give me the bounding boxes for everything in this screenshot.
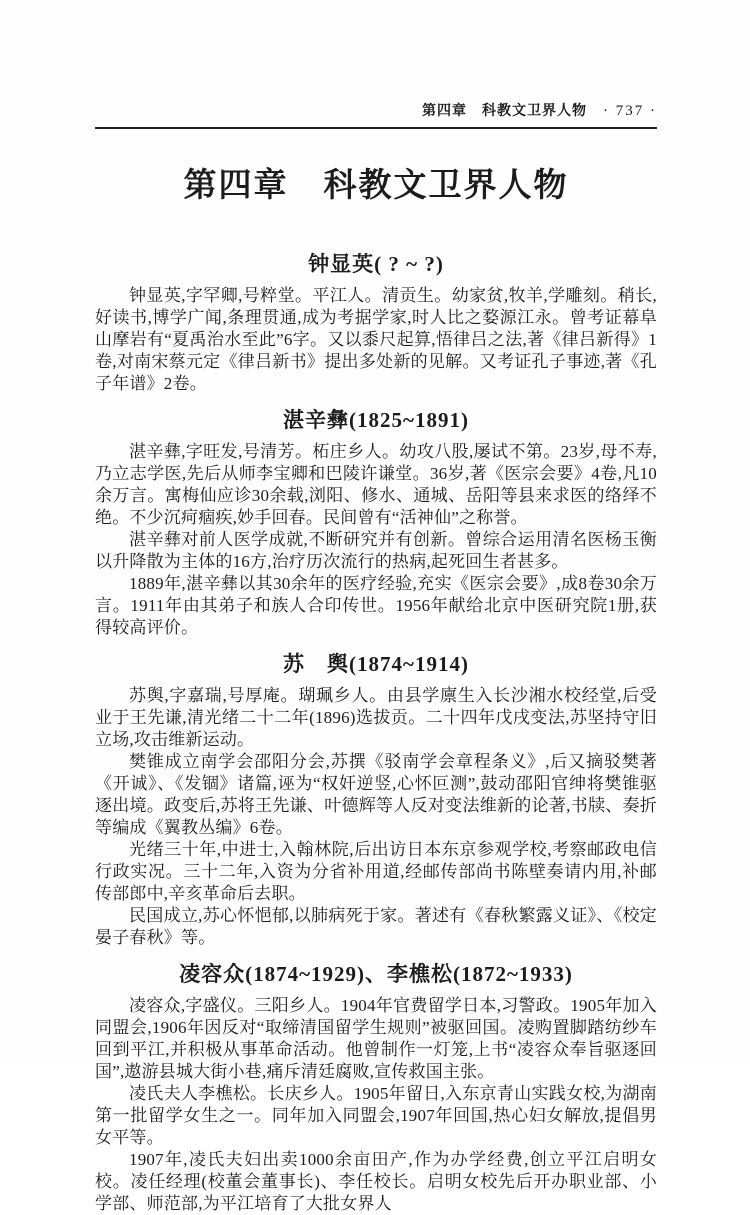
section-heading: 凌容众(1874~1929)、李樵松(1872~1933) — [179, 962, 573, 986]
body-paragraph: 凌氏夫人李樵松。长庆乡人。1905年留日,入东京青山实践女校,为湖南第一批留学女生之一。同年加入同盟会,1907年回国,热心妇女解放,提倡男女平等。 — [95, 1084, 657, 1147]
body-paragraph: 苏舆,字嘉瑞,号厚庵。瑚珮乡人。由县学廪生入长沙湘水校经堂,后受业于王先谦,清光绪二十二年(1896)选拔贡。二十四年戊戌变法,苏坚持守旧立场,攻击维新运动。 — [95, 686, 657, 749]
body-paragraph: 1889年,湛辛彝以其30余年的医疗经验,充实《医宗会要》,成8卷30余万言。1911年由其弟子和族人合印传世。1956年献给北京中医研究院1册,获得较高评价。 — [95, 574, 657, 637]
chapter-body — [95, 251, 657, 1215]
running-header — [95, 100, 657, 129]
body-paragraph: 钟显英,字罕卿,号粹堂。平江人。清贡生。幼家贫,牧羊,学雕刻。稍长,好读书,博学广闻,条理贯通,成为考据学家,时人比之婺源江永。曾考证幕阜山摩岩有“夏禹治水至此”6字。又以黍尺起算,悟律吕之法,著《律吕新得》1卷,对南宋蔡元定《律吕新书》提出多处新的见解。又考证孔子事迹,著《孔子年谱》2卷。 — [95, 286, 657, 393]
body-paragraph: 光绪三十年,中进士,入翰林院,后出访日本东京参观学校,考察邮政电信行政实况。三十二年,入资为分省补用道,经邮传部尚书陈壁奏请内用,补邮传部郎中,辛亥革命后去职。 — [95, 840, 657, 903]
chapter-title: 第四章 科教文卫界人物 — [183, 168, 569, 204]
section-heading: 湛辛彝(1825~1891) — [283, 408, 469, 432]
body-paragraph: 1907年,凌氏夫妇出卖1000余亩田产,作为办学经费,创立平江启明女校。凌任经理(校董会董事长)、李任校长。启明女校先后开办职业部、小学部、师范部,为平江培育了大批女界人 — [95, 1150, 657, 1213]
body-paragraph: 民国成立,苏心怀悒郁,以肺病死于家。著述有《春秋繁露义证》、《校定晏子春秋》等。 — [95, 906, 657, 947]
page-number: · 737 · — [603, 103, 657, 119]
section-heading: 苏 舆(1874~1914) — [283, 652, 469, 676]
body-paragraph: 凌容众,字盛仪。三阳乡人。1904年官费留学日本,习警政。1905年加入同盟会,1906年因反对“取缔清国留学生规则”被驱回国。凌购置脚踏纺纱车回到平江,并积极从事革命活动。他曾制作一灯笼,上书“凌容众奉旨驱逐回国”,遨游县城大街小巷,痛斥清廷腐败,宣传救国主张。 — [95, 996, 657, 1081]
section-heading: 钟显英( ? ~ ?) — [308, 252, 444, 276]
body-paragraph: 樊锥成立南学会邵阳分会,苏撰《驳南学会章程条义》,后又摘驳樊著《开诚》、《发锢》诸篇,诬为“权奸逆竖,心怀叵测”,鼓动邵阳官绅将樊锥驱逐出境。政变后,苏将王先谦、叶德辉等人反对变法维新的论著,书牍、奏折等编成《翼教丛编》6卷。 — [95, 752, 657, 837]
running-header-title: 第四章 科教文卫界人物 — [422, 104, 587, 119]
body-paragraph: 湛辛彝,字旺发,号清芳。柘庄乡人。幼攻八股,屡试不第。23岁,母不寿,乃立志学医,先后从师李宝卿和巴陵许谦堂。36岁,著《医宗会要》4卷,凡10余万言。寓梅仙应诊30余载,浏阳、修水、通城、岳阳等县来求医的络绎不绝。不少沉疴痼疾,妙手回春。民间曾有“活神仙”之称誉。 — [95, 442, 657, 527]
body-paragraph: 湛辛彝对前人医学成就,不断研究并有创新。曾综合运用清名医杨玉衡以升降散为主体的16方,治疗历次流行的热病,起死回生者甚多。 — [95, 530, 657, 571]
